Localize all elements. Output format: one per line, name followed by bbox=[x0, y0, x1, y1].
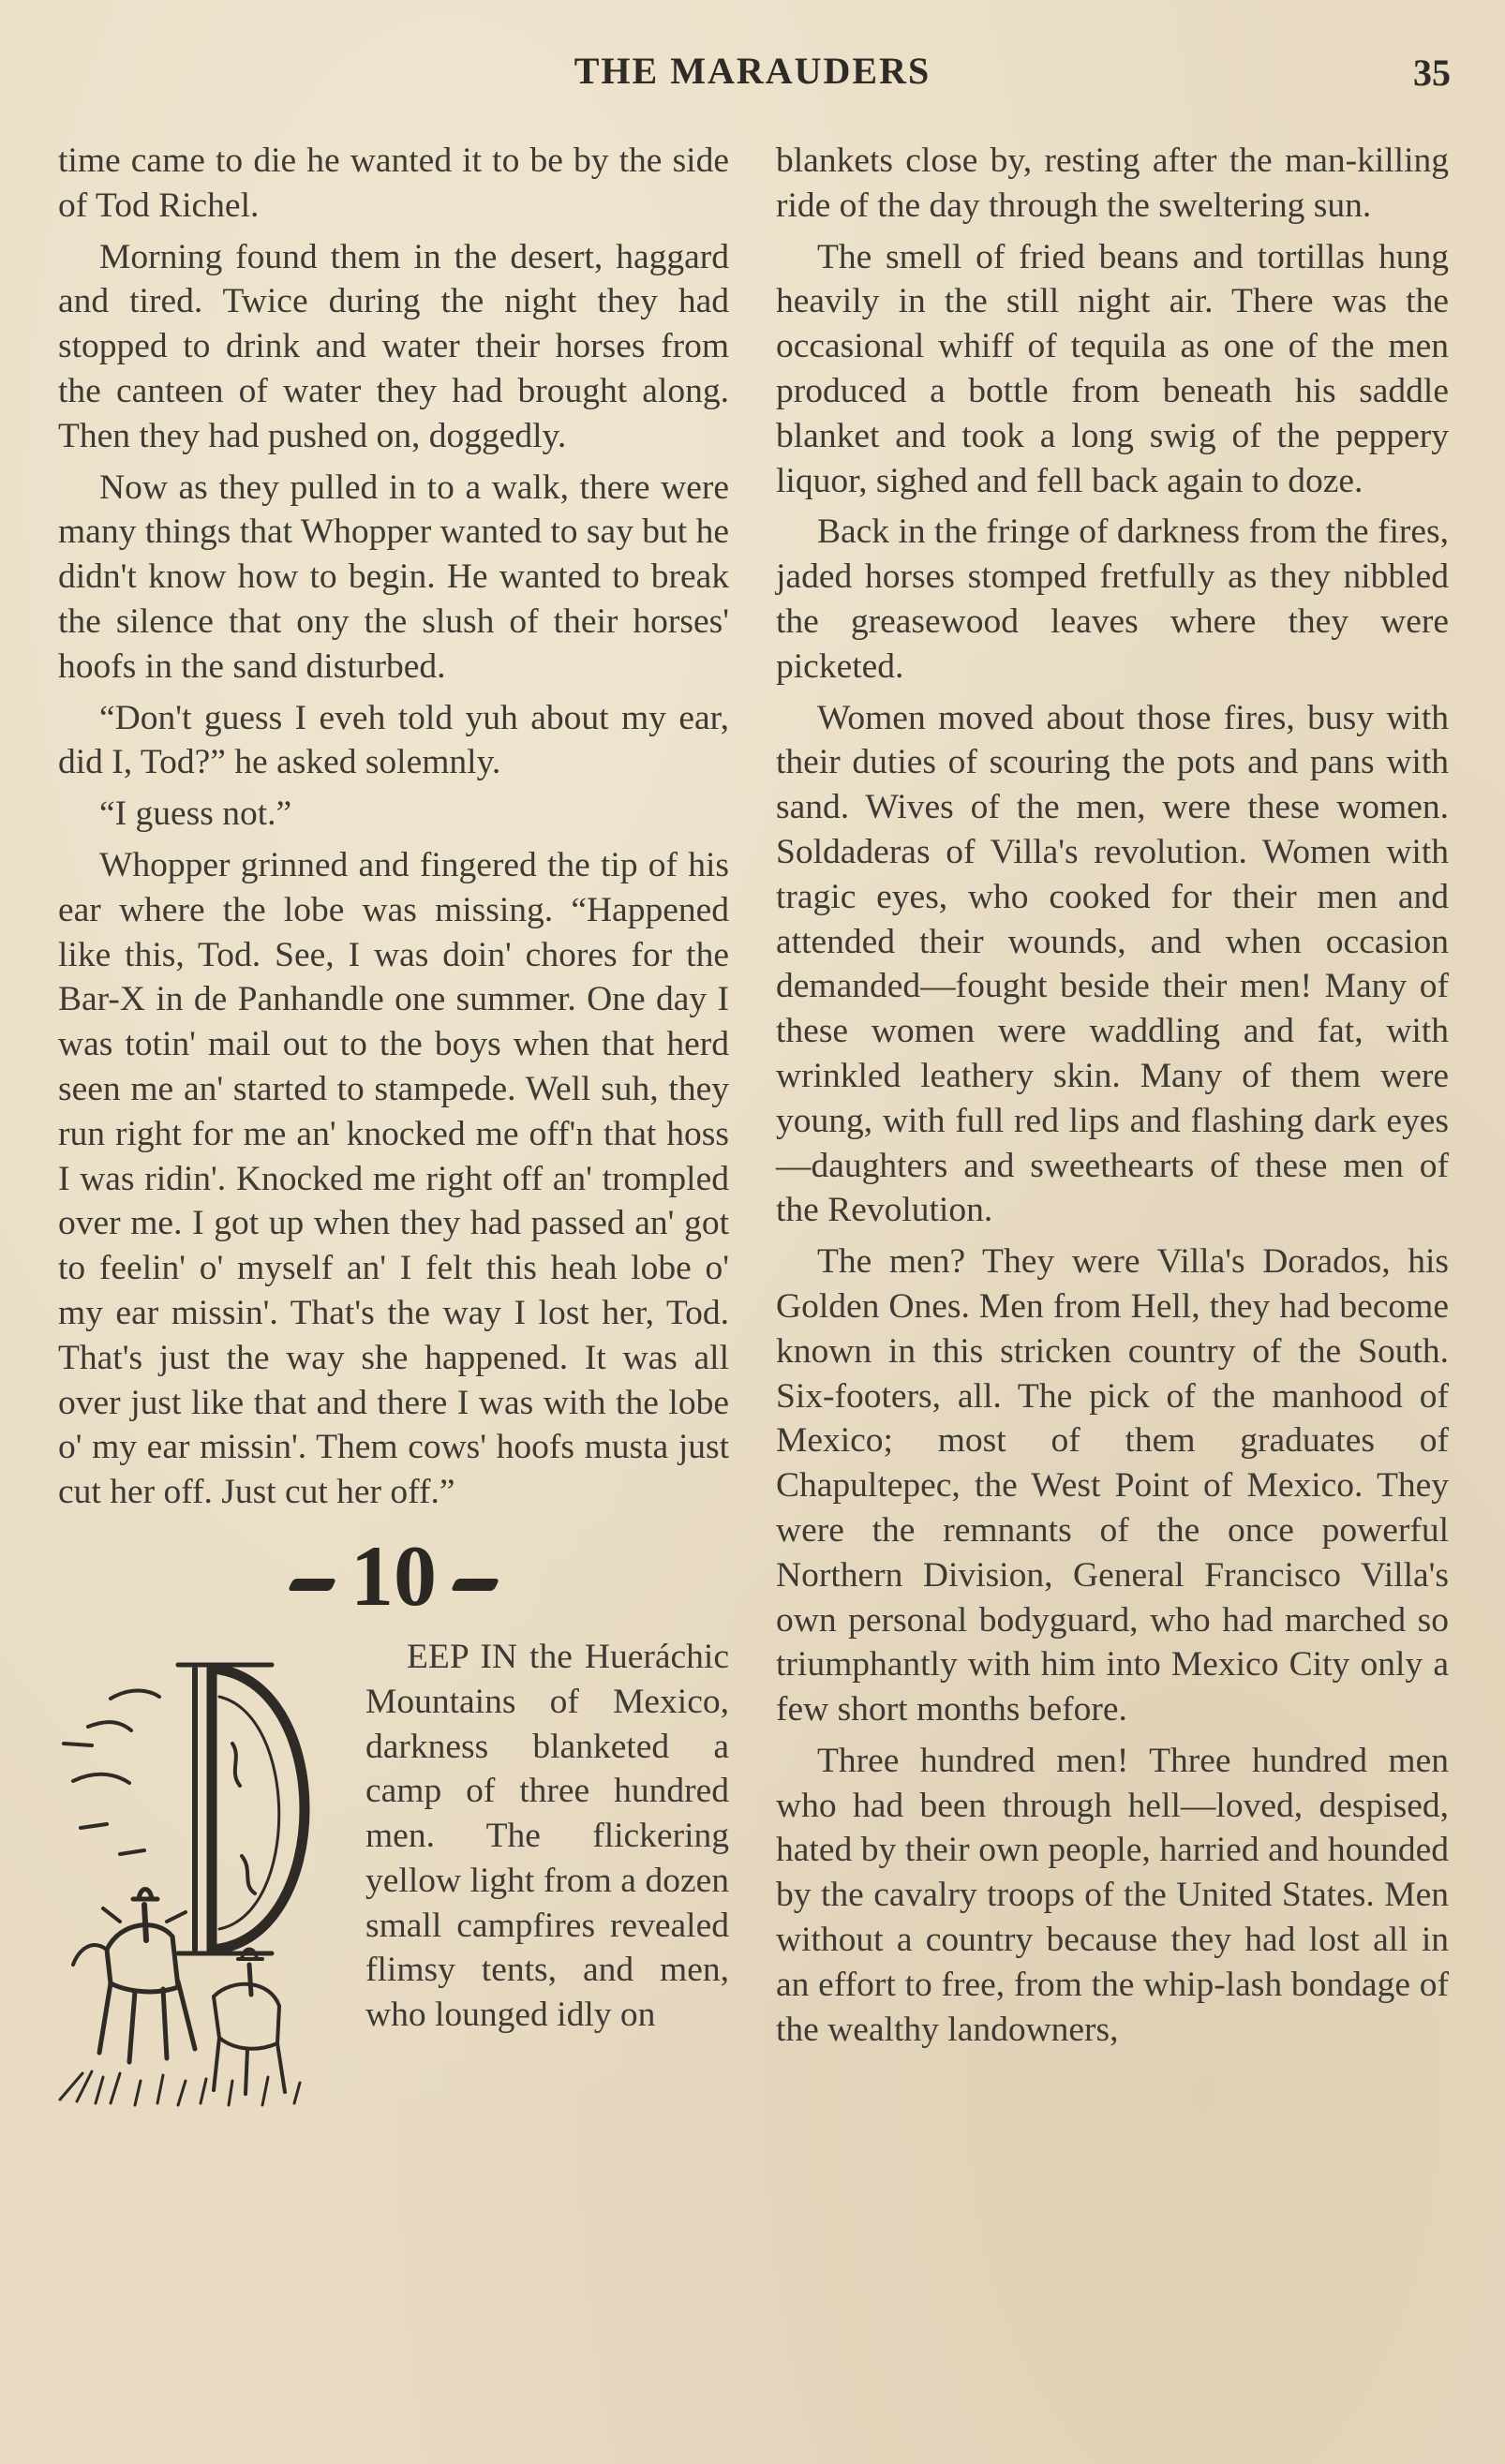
paragraph: Three hundred men! Three hundred men who had been through hell—loved, despised, hated by their own people, harried and hounded by the cavalry troops of the United States. Men without a country because they had lost all in an effort to free, from the whip-lash bondage of the wealthy landowners, bbox=[776, 1741, 1449, 2049]
paragraph: The men? They were Villa's Dorados, his Golden Ones. Men from Hell, they had become known in this stricken country of the South. Six-footers, all. The pick of the manhood of Mexico; most of them graduates of Chapultepec, the West Point of Mexico. They were the remnants of the once powerful Northern Division, General Francisco Villa's own personal bodyguard, who had marched so triumphantly with him into Mexico City only a few short months before. bbox=[776, 1242, 1449, 1729]
ornament-dash-left bbox=[288, 1579, 336, 1591]
dropcap-illustration bbox=[54, 1640, 352, 2109]
paragraph: Now as they pulled in to a walk, there were many things that Whopper wanted to say but he didn't know how to begin. He wanted to break the silence that ony the slush of their horses' hoofs in the sand disturbed. bbox=[58, 468, 729, 686]
left-column bbox=[58, 139, 729, 2109]
ornament-dash-right bbox=[451, 1579, 499, 1591]
dropcap-paragraph-text: EEP IN the Hueráchic Mountains of Mexico, darkness blanketed a camp of three hundred men. The flickering yellow light from a dozen small campfires revealed flimsy tents, and men, who lounged idly on bbox=[365, 1637, 729, 2035]
paragraph: The smell of fried beans and tortillas hung heavily in the still night air. There was the occasional whiff of tequila as one of the men produced a bottle from beneath his saddle blanket and took a long swig of the peppery liquor, sighed and fell back again to doze. bbox=[776, 237, 1449, 500]
paragraph: time came to die he wanted it to be by the side of Tod Richel. bbox=[58, 141, 729, 225]
paragraph: “I guess not.” bbox=[99, 794, 292, 834]
paragraph: Women moved about those fires, busy with their duties of scouring the pots and pans with sand. Wives of the men, were these women. Soldaderas of Villa's revolution. Women with tragic eyes, who cooked for their men and attended their wounds, and when occasion demanded—fought beside their men! Many of these women were waddling and fat, with wrinkled leathery skin. Many of them were young, with full red lips and flashing dark eyes—daughters and sweethearts of these men of the Revolution. bbox=[776, 698, 1449, 1230]
paragraph: Morning found them in the desert, haggard and tired. Twice during the night they had stopped to drink and water their horses from the canteen of water they had brought along. Then they had pushed on, doggedly. bbox=[58, 237, 729, 455]
right-column bbox=[776, 139, 1449, 2058]
chapter-heading bbox=[58, 1524, 729, 1627]
chapter-number: 10 bbox=[350, 1527, 437, 1624]
paragraph: Back in the fringe of darkness from the fires, jaded horses stomped fretfully as they nibbled the greasewood leaves where they were picketed. bbox=[776, 512, 1449, 686]
paragraph: Whopper grinned and fingered the tip of his ear where the lobe was missing. “Happened like this, Tod. See, I was doin' chores for the Bar-X in de Panhandle one summer. One day I was totin' mail out to the boys when that herd seen me an' started to stampede. Well suh, they run right for me an' knocked me off'n that hoss I was ridin'. Knocked me right off an' trompled over me. I got up when they had passed an' got to feelin' o' myself an' I felt this heah lobe o' my ear missin'. That's the way I lost her, Tod. That's just the way she happened. It was all over just like that and there I was with the lobe o' my ear missin'. Them cows' hoofs musta just cut her off. Just cut her off.” bbox=[58, 845, 729, 1512]
dropcap-paragraph-block bbox=[58, 1635, 729, 2038]
paragraph: blankets close by, resting after the man-killing ride of the day through the sweltering sun. bbox=[776, 141, 1449, 225]
running-header: THE MARAUDERS bbox=[574, 50, 931, 92]
paragraph: “Don't guess I eveh told yuh about my ear, did I, Tod?” he asked solemnly. bbox=[58, 698, 729, 782]
page-number: 35 bbox=[1413, 52, 1451, 94]
